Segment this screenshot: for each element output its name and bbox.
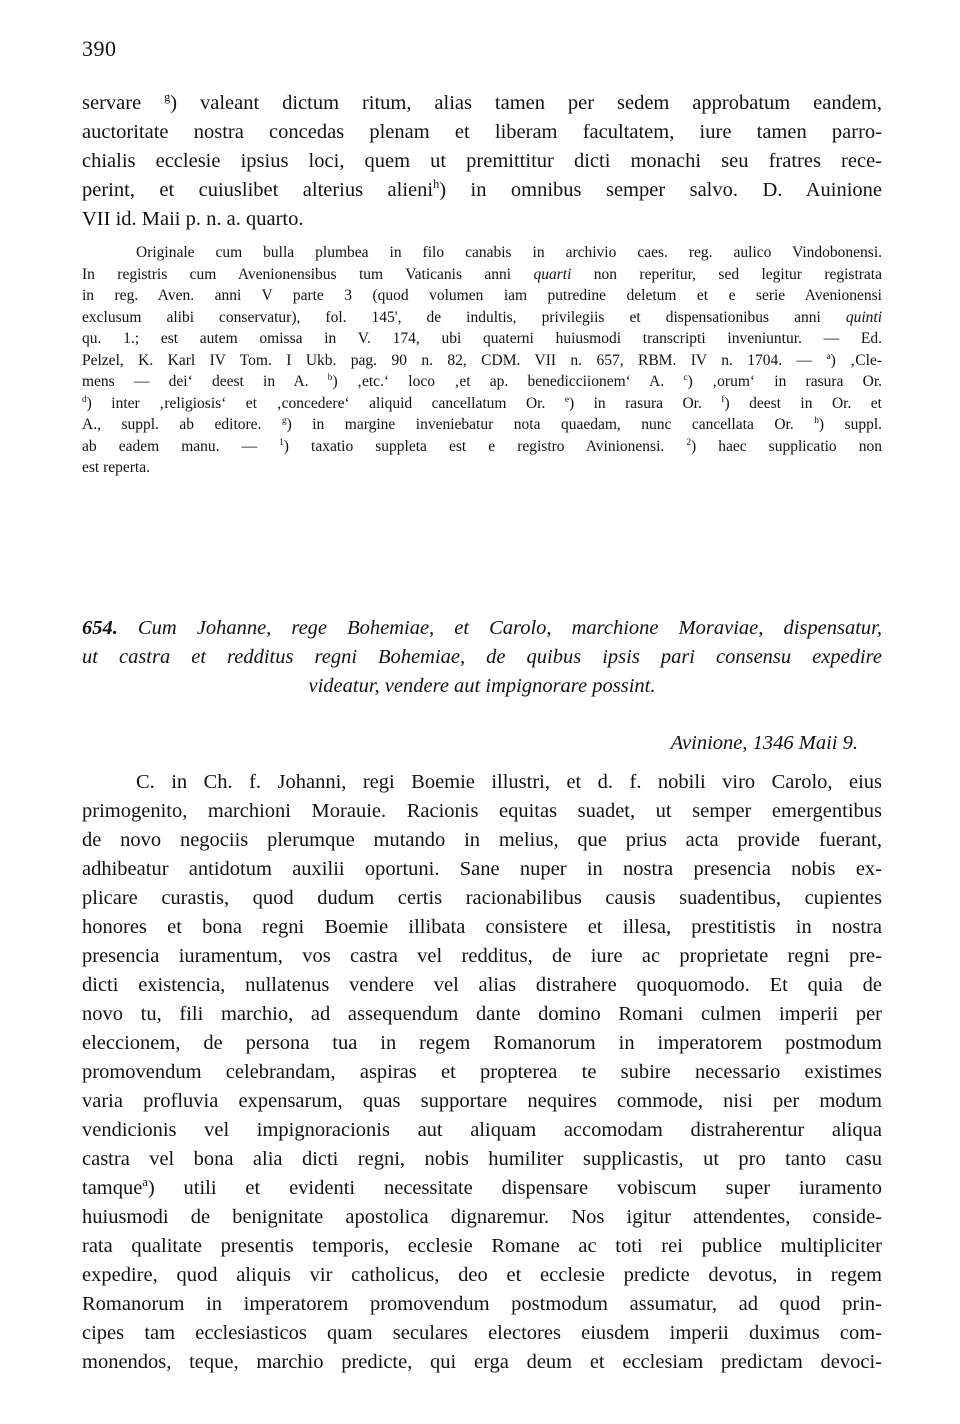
regest-heading	[82, 614, 882, 701]
footnote-marker: h	[433, 177, 440, 192]
body-line: novo tu, fili marchio, ad assequendum dante domino Romani culmen imperii per	[82, 1003, 882, 1025]
body-line: de novo negociis plerumque mutando in melius, que prius acta provide fuerant,	[82, 829, 882, 851]
body-line: huiusmodi de benignitate apostolica dignaremur. Nos igitur attendentes, conside-	[82, 1206, 882, 1228]
footnote-marker: c	[683, 372, 688, 383]
footnote-marker: g	[281, 415, 287, 426]
body-line: expedire, quod aliquis vir catholicus, deo et ecclesie predicte devotus, in regem	[82, 1264, 882, 1286]
note-line: A., suppl. ab editore. $^g$) in margine inveniebatur nota quaedam, nunc cancellata Or. $^h$) suppl.	[82, 415, 882, 433]
footnote-marker: h	[814, 415, 819, 426]
note-line: Pelzel, K. Karl IV Tom. I Ukb. pag. 90 n. 82, CDM. VII n. 657, RBM. IV n. 1704. — $^a$) ‚Cle-	[82, 351, 882, 369]
text-line: perint, et cuiuslibet alterius alieni$^h$) in omnibus semper salvo. D. Auinione	[82, 177, 882, 201]
body-line: honores et bona regni Boemie illibata consistere et illesa, prestitistis in nostra	[82, 916, 882, 938]
body-line: vendicionis vel impignoracionis aut aliquam accomodam distraherentur aliqua	[82, 1119, 882, 1141]
text-line: servare $^g$) valeant dictum ritum, alias tamen per sedem approbatum eandem,	[82, 90, 882, 114]
note-line: Originale cum bulla plumbea in filo canabis in archivio caes. reg. aulico Vindobonensi.	[136, 244, 882, 261]
footnote-marker: a	[826, 351, 831, 362]
footnote-marker: 2	[686, 437, 691, 448]
footnote-marker: d	[82, 394, 87, 405]
body-line: primogenito, marchioni Morauie. Racionis equitas suadet, ut semper emergentibus	[82, 800, 882, 822]
body-line: cipes tam ecclesiasticos quam seculares electores eiusdem imperii duximus com-	[82, 1322, 882, 1344]
continuation-paragraph	[82, 89, 882, 234]
note-line: exclusum alibi conservatur), fol. 145', de indultis, privilegiis et dispensationibus anni quinti	[82, 308, 882, 326]
body-line: Romanorum in imperatorem promovendum postmodum assumatur, ad quod prin-	[82, 1293, 882, 1315]
body-line: dicti existencia, nullatenus vendere vel alias distrahere quoquomodo. Et quia de	[82, 974, 882, 996]
body-line: adhibeatur antidotum auxilii oportuni. Sane nuper in nostra presencia nobis ex-	[82, 858, 882, 880]
critical-apparatus	[82, 242, 882, 479]
note-line: In registris cum Avenionensibus tum Vaticanis anni quarti non reperitur, sed legitur registrata	[82, 265, 882, 283]
body-line: C. in Ch. f. Johanni, regi Boemie illustri, et d. f. nobili viro Carolo, eius	[136, 771, 882, 793]
note-line: in reg. Aven. anni V parte 3 (quod volumen iam putredine deletum et e serie Avenionensi	[82, 287, 882, 304]
document-body	[82, 768, 882, 1377]
italic-word: quinti	[845, 308, 882, 326]
footnote-marker: b	[327, 372, 333, 383]
body-line: eleccionem, de persona tua in regem Romanorum in imperatorem postmodum	[82, 1032, 882, 1054]
regest-line: ut castra et redditus regni Bohemiae, de quibus ipsis pari consensu expedire	[82, 646, 882, 668]
body-line: castra vel bona alia dicti regni, nobis humiliter supplicastis, ut pro tanto casu	[82, 1148, 882, 1170]
body-line: tamque$^a$) utili et evidenti necessitate dispensare vobiscum super iuramento	[82, 1175, 882, 1199]
body-line: monendos, teque, marchio predicte, qui erga deum et ecclesiam predictam devoci-	[82, 1351, 882, 1373]
note-line: est reperta.	[82, 459, 150, 476]
text-line: VII id. Maii p. n. a. quarto.	[82, 208, 304, 230]
document-number: 654.	[82, 617, 118, 639]
note-line: qu. 1.; est autem omissa in V. 174, ubi quaterni huiusmodi transcripti inveniuntur. — Ed.	[82, 330, 882, 347]
footnote-marker: 1	[279, 437, 284, 448]
note-line: ab eadem manu. — $^1$) taxatio suppleta est e registro Avinionensi. $^2$) haec supplicatio non	[82, 437, 882, 455]
body-line: presencia iuramentum, vos castra vel redditus, de iure ac proprietate regni pre-	[82, 945, 882, 967]
italic-word: quarti	[533, 265, 572, 283]
page-number: 390	[82, 36, 117, 61]
note-line: $^d$) inter ‚religiosis‘ et ‚concedere‘ aliquid cancellatum Or. $^e$) in rasura Or. $^f$) deest in Or. et	[82, 394, 882, 412]
dateline: Avinione, 1346 Maii 9.	[670, 732, 858, 754]
note-line: mens — dei‘ deest in A. $^b$) ‚etc.‘ loco ‚et ap. benedicciionem‘ A. $^c$) ‚orum‘ in rasura Or.	[82, 372, 883, 390]
regest-line: 654. Cum Johanne, rege Bohemiae, et Carolo, marchione Moraviae, dispensatur,	[82, 617, 882, 639]
footnote-marker: e	[564, 394, 569, 405]
body-line: varia profluvia expensarum, quas supportare nequires commode, nisi per modum	[82, 1090, 882, 1112]
text-line: auctoritate nostra concedas plenam et liberam facultatem, iure tamen parro-	[82, 121, 882, 143]
regest-line: videatur, vendere aut impignorare possint.	[308, 675, 656, 697]
footnote-marker: f	[721, 394, 725, 405]
footnote-marker: g	[164, 90, 171, 105]
text-line: chialis ecclesie ipsius loci, quem ut premittitur dicti monachi seu fratres rece-	[82, 150, 882, 172]
body-line: rata qualitate presentis temporis, ecclesie Romane ac toti rei publice multipliciter	[82, 1235, 882, 1257]
body-line: plicare curastis, quod dudum certis racionabilibus causis suadentibus, cupientes	[82, 887, 882, 909]
footnote-marker: a	[142, 1175, 148, 1190]
body-line: promovendum celebrandam, aspiras et propterea te subire necessario existimes	[82, 1061, 882, 1083]
